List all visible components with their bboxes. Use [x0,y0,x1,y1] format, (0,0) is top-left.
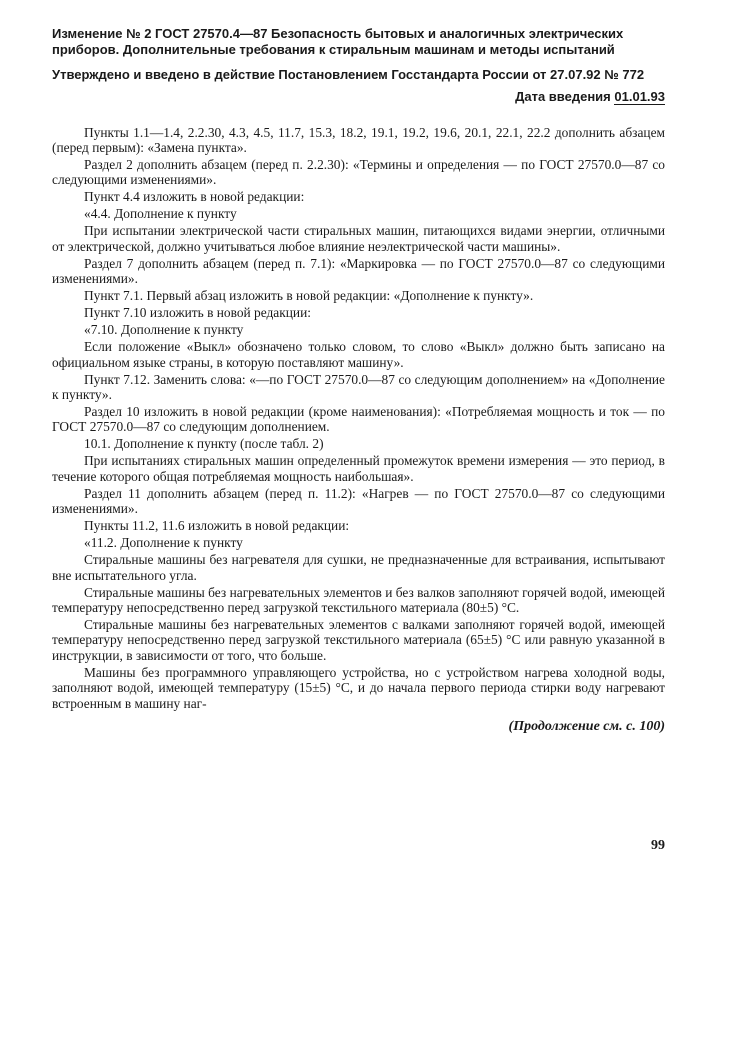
document-body [52,125,665,712]
paragraph: Стиральные машины без нагревательных элементов с валками заполняют горячей водой, имеющей температуру непосредственно перед загрузкой текстильного материала (65±5) °С или равную указанной в инструкции, в зависимости от того, что больше. [52,616,665,663]
paragraph: 10.1. Дополнение к пункту (после табл. 2) [84,436,324,452]
effective-date [52,89,665,105]
paragraph: Пункт 7.1. Первый абзац изложить в новой редакции: «Дополнение к пункту». [84,288,534,304]
amendment-title: Изменение № 2 ГОСТ 27570.4—87 Безопасность бытовых и аналогичных электрических приборов. Дополнительные требования к стиральным машинам и методы испытаний [52,26,624,57]
paragraph: «7.10. Дополнение к пункту [84,322,244,338]
page-number: 99 [651,838,665,853]
paragraph: При испытании электрической части стиральных машин, питающихся видами энергии, отличными от электрической, должно учитываться любое влияние неэлектрической части машины». [52,223,665,254]
paragraph: Пункт 7.12. Заменить слова: «—по ГОСТ 27570.0—87 со следующим дополнением» на «Дополнение к пункту». [52,371,665,402]
paragraph: Раздел 7 дополнить абзацем (перед п. 7.1): «Маркировка — по ГОСТ 27570.0—87 со следующими изменениями». [52,255,665,287]
paragraph: Пункты 11.2, 11.6 изложить в новой редакции: [84,518,350,534]
approval-statement: Утверждено и введено в действие Постановлением Госстандарта России от 27.07.92 № 772 [52,67,645,82]
paragraph: Раздел 10 изложить в новой редакции (кроме наименования): «Потребляемая мощность и ток — по ГОСТ 27570.0—87 со следующим дополнением. [52,403,665,435]
continuation-note: (Продолжение см. с. 100) [508,719,665,734]
paragraph: «4.4. Дополнение к пункту [84,206,237,222]
paragraph: Стиральные машины без нагревателя для сушки, не предназначенные для встраивания, испытывают вне испытательного угла. [52,552,665,583]
paragraph: Если положение «Выкл» обозначено только словом, то слово «Выкл» должно быть записано на официальном языке страны, в которую поставляют машину». [52,339,665,370]
paragraph: «11.2. Дополнение к пункту [84,535,243,551]
paragraph: Раздел 2 дополнить абзацем (перед п. 2.2.30): «Термины и определения — по ГОСТ 27570.0—87 со следующими изменениями». [52,156,665,188]
paragraph: Стиральные машины без нагревательных элементов и без валков заполняют горячей водой, имеющей температуру непосредственно перед загрузкой текстильного материала (80±5) °С. [52,584,665,615]
paragraph: Пункты 1.1—1.4, 2.2.30, 4.3, 4.5, 11.7, 15.3, 18.2, 19.1, 19.2, 19.6, 20.1, 22.1, 22.2 дополнить абзацем (перед первым): «Замена пункта». [52,124,665,155]
effective-date-value: 01.01.93 [614,88,665,104]
paragraph: Машины без программного управляющего устройства, но с устройством нагрева холодной воды, заполняют водой, имеющей температуру (15±5) °С, и до начала первого периода стирки воду нагревают встроенным в машину наг- [52,664,665,711]
effective-date-label: Дата введения [515,88,611,104]
paragraph: Пункт 4.4 изложить в новой редакции: [84,189,305,205]
paragraph: Раздел 11 дополнить абзацем (перед п. 11.2): «Нагрев — по ГОСТ 27570.0—87 со следующими изменениями». [52,485,665,517]
paragraph: При испытаниях стиральных машин определенный промежуток времени измерения — это период, в течение которого общая потребляемая мощность наибольшая». [52,453,665,484]
paragraph: Пункт 7.10 изложить в новой редакции: [84,305,311,321]
